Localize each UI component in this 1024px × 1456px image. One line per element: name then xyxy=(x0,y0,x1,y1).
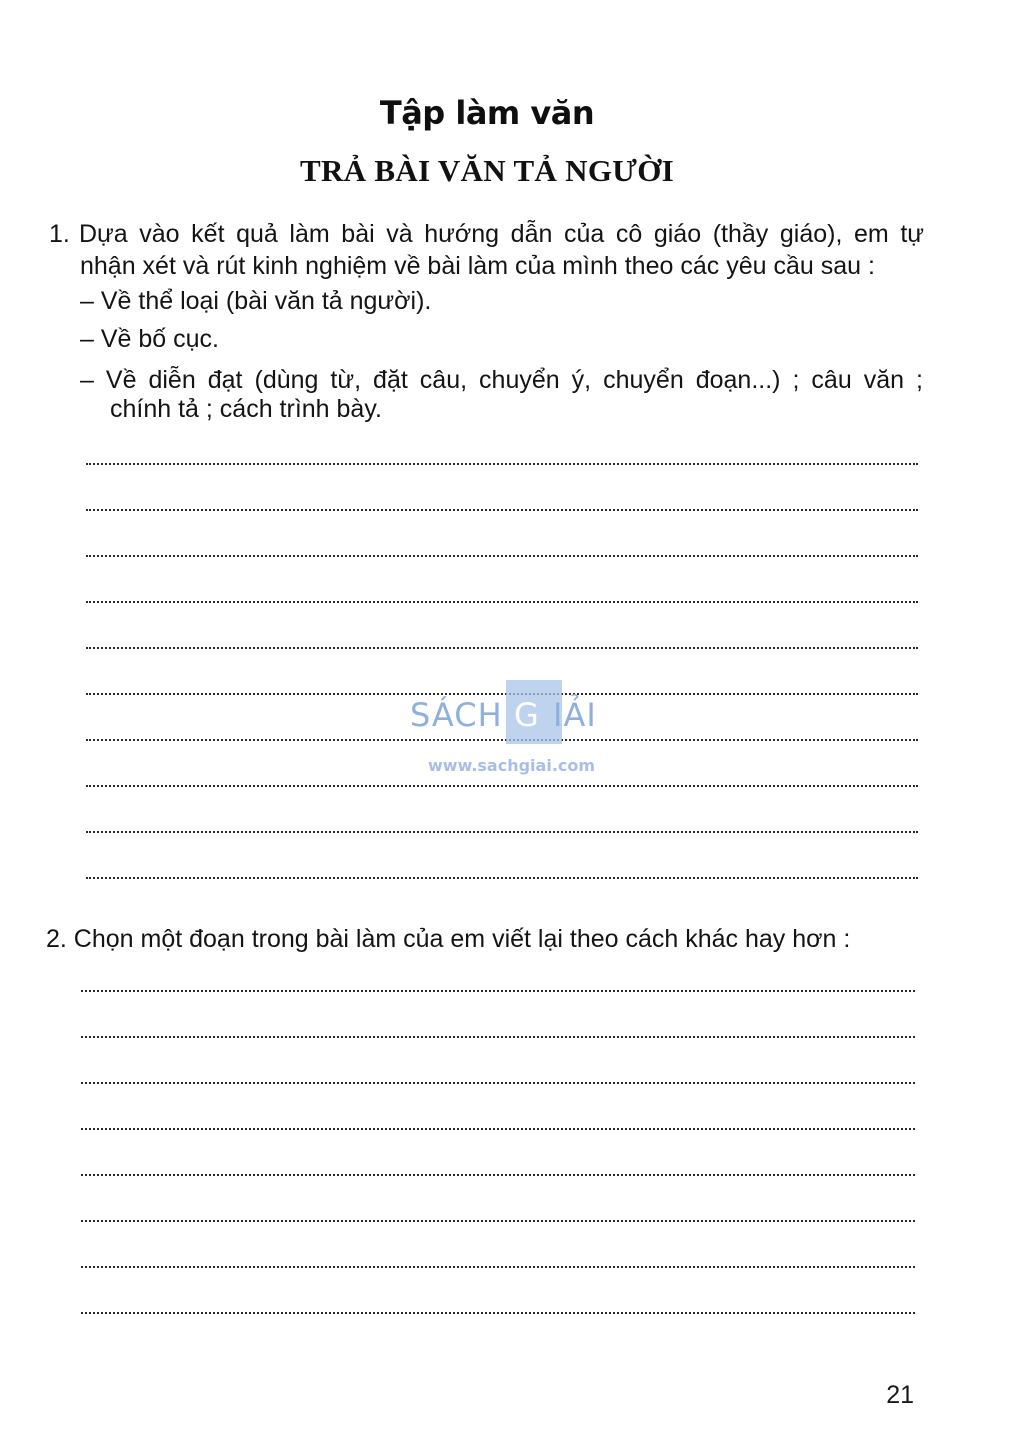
answer-line[interactable] xyxy=(86,555,918,557)
question-2-text: 2. Chọn một đoạn trong bài làm của em viết lại theo cách khác hay hơn : xyxy=(46,925,851,953)
answer-line[interactable] xyxy=(81,1082,915,1084)
answer-line[interactable] xyxy=(81,1036,915,1038)
page-number: 21 xyxy=(886,1381,914,1409)
answer-line[interactable] xyxy=(86,509,918,511)
watermark-url: www.sachgiai.com xyxy=(428,756,596,775)
lesson-title: TRẢ BÀI VĂN TẢ NGƯỜI xyxy=(299,153,675,188)
answer-line[interactable] xyxy=(81,990,915,992)
question-1-bullet-expression-text: – Về diễn đạt (dùng từ, đặt câu, chuyển ý, chuyển đoạn...) ; câu văn ; xyxy=(80,366,923,394)
answer-line[interactable] xyxy=(81,1174,915,1176)
answer-line[interactable] xyxy=(81,1266,915,1268)
answer-line[interactable] xyxy=(86,877,918,879)
question-1-bullet-layout: – Về bố cục. xyxy=(80,325,219,353)
question-1-bullet-genre: – Về thể loại (bài văn tả người). xyxy=(80,287,432,315)
question-1-number: 1. xyxy=(49,220,70,248)
answer-line[interactable] xyxy=(86,647,918,649)
section-label: Tập làm văn xyxy=(379,94,595,132)
answer-line[interactable] xyxy=(86,785,918,787)
answer-line[interactable] xyxy=(86,463,918,465)
watermark-logo xyxy=(410,680,620,780)
answer-line[interactable] xyxy=(81,1312,915,1314)
watermark-text-right: IẢI xyxy=(553,696,597,734)
question-1-text-line-1: Dựa vào kết quả làm bài và hướng dẫn của cô giáo (thầy giáo), em tự xyxy=(79,220,924,248)
answer-line[interactable] xyxy=(81,1128,915,1130)
question-1-line-1 xyxy=(49,219,924,249)
answer-line[interactable] xyxy=(81,1220,915,1222)
answer-line[interactable] xyxy=(86,601,918,603)
question-1-bullet-expression-continued: chính tả ; cách trình bày. xyxy=(110,395,382,423)
answer-line[interactable] xyxy=(86,831,918,833)
question-1-text-line-2: nhận xét và rút kinh nghiệm về bài làm của mình theo các yêu cầu sau : xyxy=(80,252,875,280)
watermark-text-left: SÁCH xyxy=(410,696,503,734)
question-1-bullet-expression xyxy=(80,365,923,395)
watermark-box-letter: G xyxy=(514,696,540,734)
